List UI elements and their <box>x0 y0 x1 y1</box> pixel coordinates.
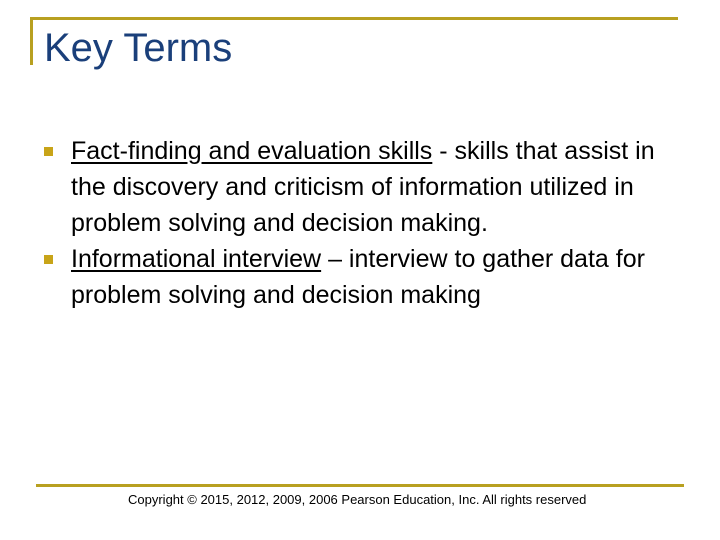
bullet-item-fact-finding <box>40 133 690 241</box>
term-definition: interview to gather data for problem solving and decision making <box>71 245 645 309</box>
slide-title: Key Terms <box>44 26 233 70</box>
square-bullet-icon <box>44 147 53 156</box>
term-definition: skills that assist in the discovery and criticism of information utilized in problem solving and decision making. <box>71 137 655 237</box>
term-separator: – <box>321 245 349 273</box>
copyright-footer: Copyright © 2015, 2012, 2009, 2006 Pearson Education, Inc. All rights reserved <box>128 492 587 507</box>
left-border-rule <box>30 17 33 65</box>
bullet-list <box>40 133 690 313</box>
term-label: Informational interview <box>71 245 322 273</box>
square-bullet-icon <box>44 255 53 264</box>
bullet-item-informational-interview <box>40 241 690 313</box>
term-separator: - <box>432 137 455 165</box>
top-border-rule <box>30 17 678 20</box>
footer-rule <box>36 484 684 487</box>
term-label: Fact-finding and evaluation skills <box>71 137 433 165</box>
